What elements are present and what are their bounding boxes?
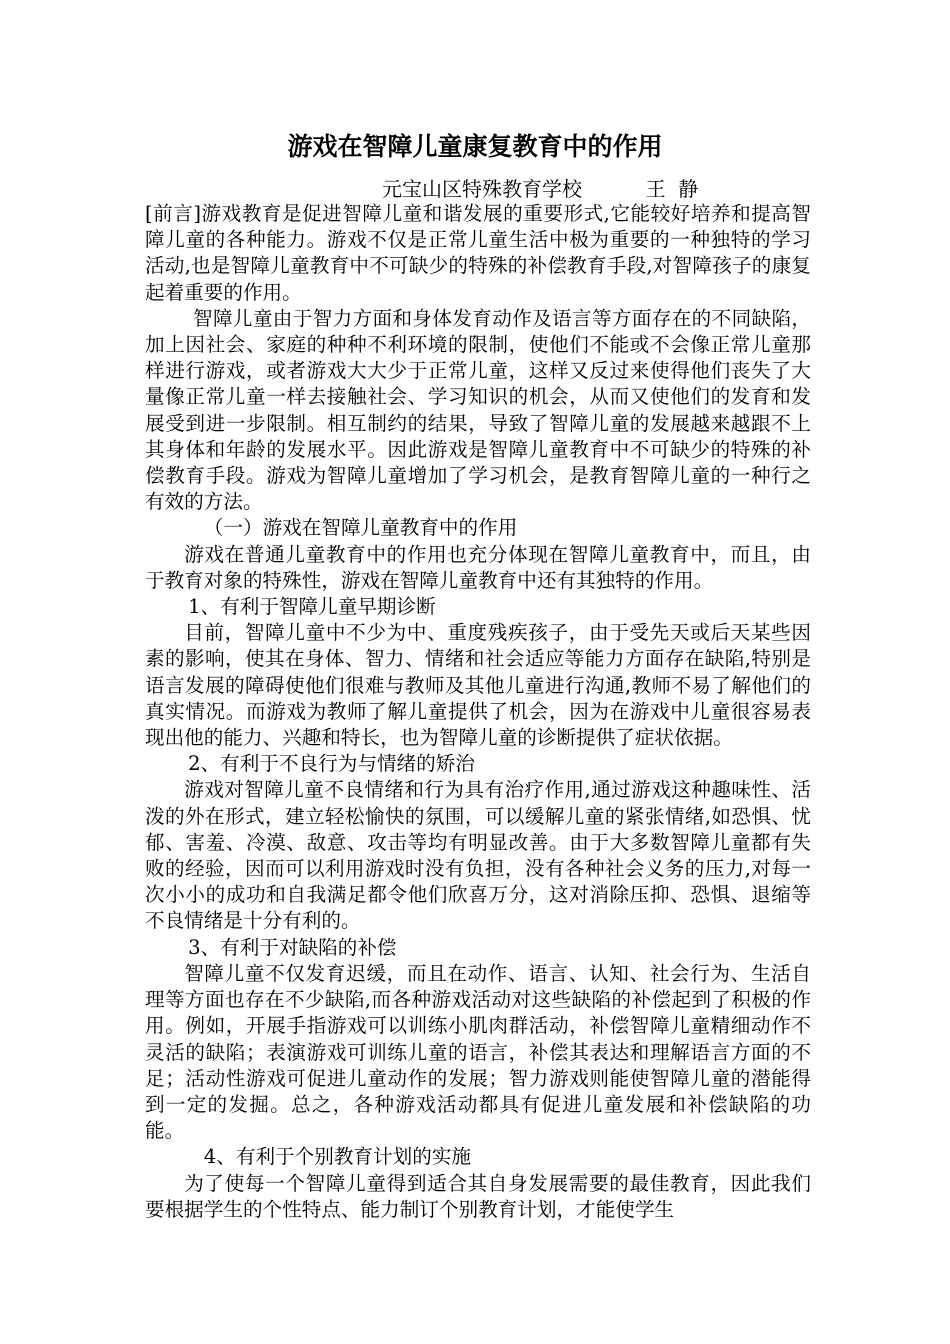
body-paragraph: 智障儿童由于智力方面和身体发育动作及语言等方面存在的不同缺陷，加上因社会、家庭的种种不利环境的限制，使他们不能或不会像正常儿童那样进行游戏，或者游戏大大少于正常儿童，这样又反过来使得他们丧失了大量像正常儿童一样去接触社会、学习知识的机会，从而又使他们的发育和发展受到进一步限制。相互制约的结果，导致了智障儿童的发展越来越跟不上其身体和年龄的发展水平。因此游戏是智障儿童教育中不可缺少的特殊的补偿教育手段。游戏为智障儿童增加了学习机会，是教育智障儿童的一种行之有效的方法。 xyxy=(145,306,811,514)
body-paragraph: 游戏对智障儿童不良情绪和行为具有治疗作用,通过游戏这种趣味性、活泼的外在形式，建立轻松愉快的氛围，可以缓解儿童的紧张情绪,如恐惧、忧郁、害羞、冷漠、敌意、攻击等均有明显改善。由于大多数智障儿童都有失败的经验，因而可以利用游戏时没有负担，没有各种社会义务的压力,对每一次小小的成功和自我满足都令他们欣喜万分，这对消除压抑、恐惧、退缩等不良情绪是十分有利的。 xyxy=(145,778,811,933)
body-paragraph: 目前，智障儿童中不少为中、重度残疾孩子，由于受先天或后天某些因素的影响，使其在身体、智力、情绪和社会适应等能力方面存在缺陷,特别是语言发展的障碍使他们很难与教师及其他儿童进行沟通,教师不易了解他们的真实情况。而游戏为教师了解儿童提供了机会，因为在游戏中儿童很容易表现出他的能力、兴趣和特长，也为智障儿童的诊断提供了症状依据。 xyxy=(145,621,811,750)
subsection-heading: 1、有利于智障儿童早期诊断 xyxy=(188,595,436,619)
document-title: 游戏在智障儿童康复教育中的作用 xyxy=(287,132,663,161)
body-paragraph: 游戏在普通儿童教育中的作用也充分体现在智障儿童教育中，而且，由于教育对象的特殊性，游戏在智障儿童教育中还有其独特的作用。 xyxy=(145,542,811,592)
body-paragraph: 智障儿童不仅发育迟缓，而且在动作、语言、认知、社会行为、生活自理等方面也存在不少缺陷,而各种游戏活动对这些缺陷的补偿起到了积极的作用。例如，开展手指游戏可以训练小肌肉群活动，补偿智障儿童精细动作不灵活的缺陷；表演游戏可训练儿童的语言，补偿其表达和理解语言方面的不足；活动性游戏可促进儿童动作的发展；智力游戏则能使智障儿童的潜能得到一定的发掘。总之，各种游戏活动都具有促进儿童发展和补偿缺陷的功能。 xyxy=(145,961,811,1143)
author-line: 元宝山区特殊教育学校 王 静 xyxy=(382,177,699,201)
subsection-heading: 3、有利于对缺陷的补偿 xyxy=(188,935,397,959)
preface-paragraph: [前言]游戏教育是促进智障儿童和谐发展的重要形式,它能较好培养和提高智障儿童的各种能力。游戏不仅是正常儿童生活中极为重要的一种独特的学习活动,也是智障儿童教育中不可缺少的特殊的补偿教育手段,对智障孩子的康复起着重要的作用。 xyxy=(145,202,811,304)
subsection-heading: 2、有利于不良行为与情绪的矫治 xyxy=(188,752,475,776)
section-heading: （一）游戏在智障儿童教育中的作用 xyxy=(203,516,518,540)
subsection-heading: 4、有利于个别教育计划的实施 xyxy=(203,1145,471,1169)
document-body xyxy=(145,201,811,1223)
body-paragraph: 为了使每一个智障儿童得到适合其自身发展需要的最佳教育，因此我们要根据学生的个性特点、能力制订个别教育计划，才能使学生 xyxy=(145,1171,811,1221)
